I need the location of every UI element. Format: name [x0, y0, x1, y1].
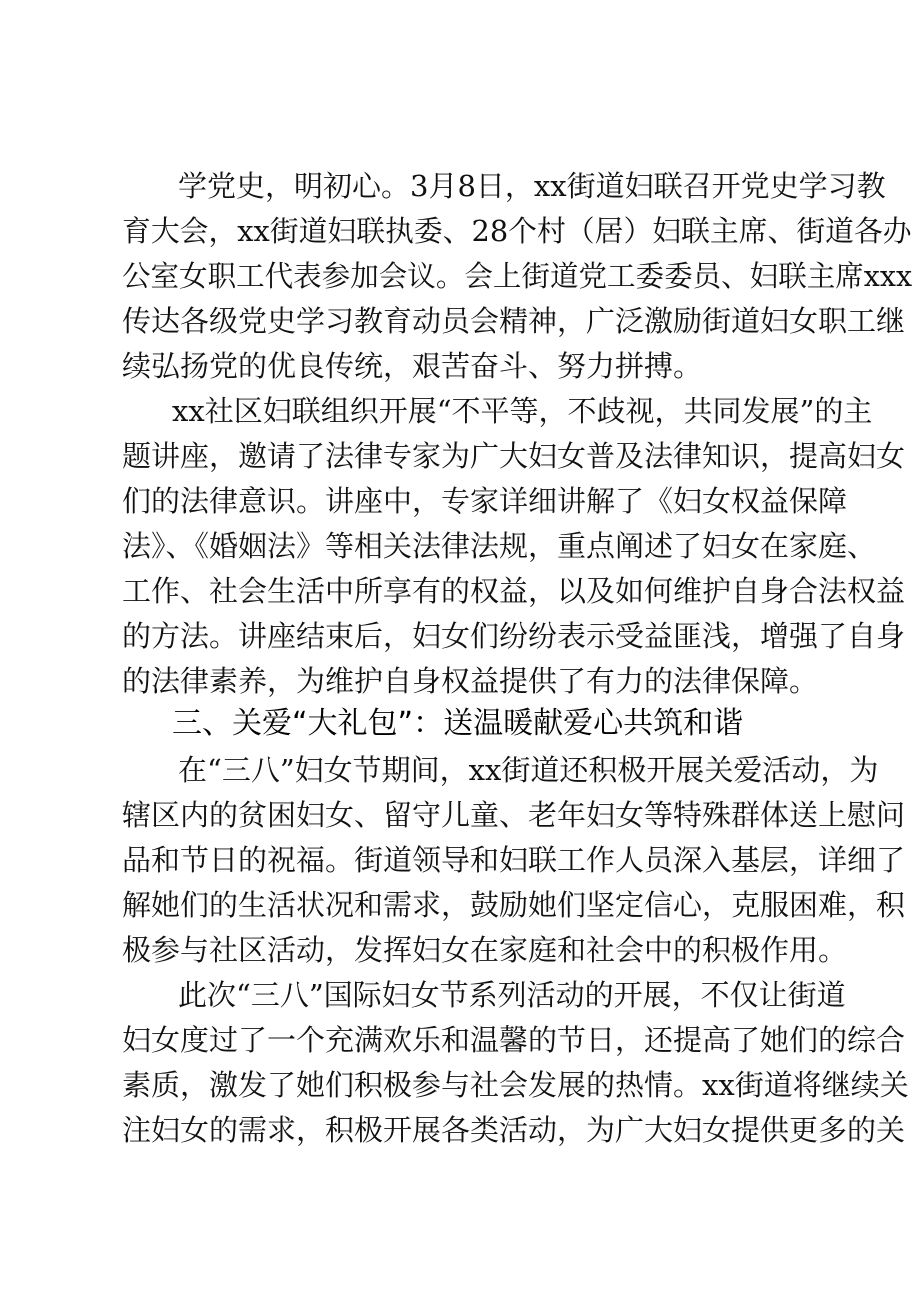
paragraph-2-line-2: 题讲座，邀请了法律专家为广大妇女普及法律知识，提高妇女: [122, 439, 906, 473]
paragraph-2-line-5: 工作、社会生活中所享有的权益，以及如何维护自身合法权益: [122, 574, 906, 608]
paragraph-3-line-1: 在“三八”妇女节期间，xx街道还积极开展关爱活动，为: [178, 753, 879, 787]
paragraph-2-line-4: 法》、《婚姻法》等相关法律法规，重点阐述了妇女在家庭、: [122, 529, 877, 563]
paragraph-1-line-3: 公室女职工代表参加会议。会上街道党工委委员、妇联主席xxx: [122, 259, 913, 293]
section-heading: 三、关爱“大礼包”：送温暖献爱心共筑和谐: [172, 706, 744, 741]
paragraph-2-line-3: 们的法律意识。讲座中，专家详细讲解了《妇女权益保障: [122, 484, 848, 518]
paragraph-4-line-1: 此次“三八”国际妇女节系列活动的开展，不仅让街道: [178, 978, 846, 1012]
paragraph-3-line-2: 辖区内的贫困妇女、留守儿童、老年妇女等特殊群体送上慰问: [122, 798, 906, 832]
paragraph-4-line-4: 注妇女的需求，积极开展各类活动，为广大妇女提供更多的关: [122, 1113, 906, 1147]
paragraph-3-line-4: 解她们的生活状况和需求，鼓励她们坚定信心，克服困难，积: [122, 888, 906, 922]
paragraph-1-line-5: 续弘扬党的优良传统，艰苦奋斗、努力拼搏。: [122, 349, 703, 383]
paragraph-1-line-2: 育大会，xx街道妇联执委、28个村（居）妇联主席、街道各办: [122, 214, 912, 248]
paragraph-1-line-1: 学党史，明初心。3月8日，xx街道妇联召开党史学习教: [178, 169, 886, 203]
paragraph-4-line-3: 素质，激发了她们积极参与社会发展的热情。xx街道将继续关: [122, 1068, 909, 1102]
paragraph-3-line-3: 品和节日的祝福。街道领导和妇联工作人员深入基层，详细了: [122, 843, 906, 877]
paragraph-4-line-2: 妇女度过了一个充满欢乐和温馨的节日，还提高了她们的综合: [122, 1023, 906, 1057]
paragraph-1-line-4: 传达各级党史学习教育动员会精神，广泛激励街道妇女职工继: [122, 304, 906, 338]
paragraph-2-line-6: 的方法。讲座结束后，妇女们纷纷表示受益匪浅，增强了自身: [122, 619, 906, 653]
paragraph-3-line-5: 极参与社区活动，发挥妇女在家庭和社会中的积极作用。: [122, 933, 848, 967]
paragraph-2-line-1: xx社区妇联组织开展“不平等，不歧视，共同发展”的主: [172, 394, 873, 428]
paragraph-2-line-7: 的法律素养，为维护自身权益提供了有力的法律保障。: [122, 664, 819, 698]
